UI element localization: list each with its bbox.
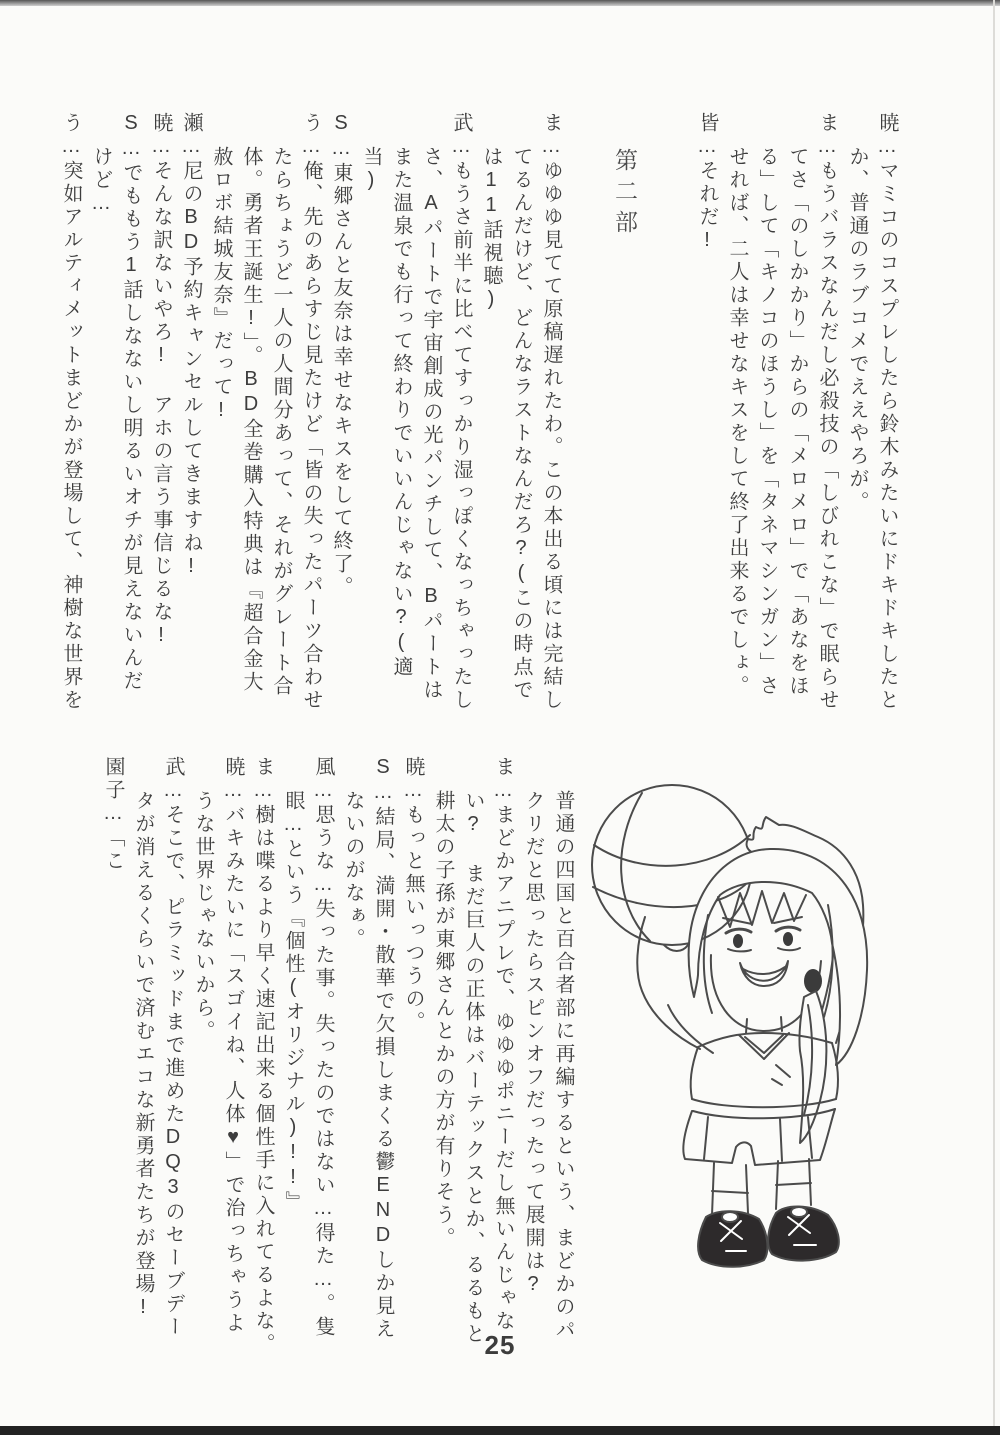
speech-paragraph: ま…まどかアニプレで、ゆゆゆポニーだし無いんじゃない? まだ巨人の正体はバーテックスとか、るるもと耕太の子孫が東郷さんとかの方が有りそう。	[432, 756, 514, 1346]
speech-paragraph: 皆…それだ!	[696, 112, 718, 254]
scan-edge-line	[993, 0, 995, 1435]
speech-paragraph: 暁…マミコのコスプレしたら鈴木みたいにドキドキしたとか、普通のラブコメでええやろが。	[846, 112, 898, 712]
speech-paragraph: ま…樹は喋るより早く速記出来る個性手に入れてるよな。	[252, 756, 274, 1356]
speech-paragraph: 風…思うな…失った事。失ったのではない…得た…。隻眼…という『個性(オリジナル)!!』	[282, 756, 334, 1339]
speech-paragraph: う…俺、先のあらすじ見たけど「皆の失ったパーツ合わせたらちょうど一人の人間分あって、それがグレート合体。勇者王誕生!」。BD全巻購入特典は『超合金大赦ロボ結城友奈』だって!	[210, 112, 322, 712]
speech-paragraph: 瀬…尼のBD予約キャンセルしてきますね!	[180, 112, 202, 580]
bottom-border-bar	[0, 1426, 1000, 1435]
speech-paragraph: S…でももう1話しなないし明るいオチが見えないんだけど…	[90, 112, 142, 693]
speech-paragraph: ま…ゆゆゆ見てて原稿遅れたわ。この本出る頃には完結してるんだけど、どんなラストなんだろ?(この時点では11話視聴)	[480, 112, 562, 712]
top-text-section	[56, 112, 902, 712]
speech-paragraph: 暁…もっと無いっつうの。	[402, 756, 424, 1034]
section-heading: 第二部	[612, 148, 638, 241]
speech-paragraph: 普通の四国と百合者部に再編するという、まどかのパクリだと思ったらスピンオフだったって展開は?	[522, 790, 574, 1342]
speech-paragraph: 暁…そんな訳ないやろ! アホの言う事信じるな!	[150, 112, 172, 649]
speech-paragraph: ま…もうバラスなんだし必殺技の「しびれこな」で眠らせてさ「のしかかり」からの「メロメロ」で「あなをほる」して「キノコのほうし」を「タネマシンガン」させれば、二人は幸せなキスをして終了出来るでしょ。	[726, 112, 838, 712]
speech-paragraph: う…突如アルティメットまどかが登場して、神樹な世界を	[60, 112, 82, 712]
top-border-bar	[0, 0, 1000, 6]
girl-basketball-illustration	[580, 765, 900, 1305]
girl-figure	[637, 817, 867, 1267]
speech-paragraph: 暁…バキみたいに「スゴイね、人体♥」で治っちゃうような世界じゃないから。	[192, 756, 244, 1335]
bottom-text-section	[98, 756, 578, 1356]
speech-paragraph: S…結局、満開・散華で欠損しまくる鬱ENDしか見えないのがなぁ。	[342, 756, 394, 1341]
speech-paragraph: 武…そこで、ピラミッドまで進めたDQ3のセーブデータが消えるくらいで済むエコな新勇者たちが登場!	[132, 756, 184, 1339]
speech-paragraph: 園子…「こ	[102, 756, 124, 873]
speech-paragraph: 武…もうさ前半に比べてすっかり湿っぽくなっちゃったしさ、Aパートで宇宙創成の光パンチして、Bパートはまた温泉でも行って終わりでいいんじゃない?(適当)	[360, 112, 472, 712]
page-number: 25	[484, 1330, 516, 1360]
speech-paragraph: S…東郷さんと友奈は幸せなキスをして終了。	[330, 112, 352, 599]
